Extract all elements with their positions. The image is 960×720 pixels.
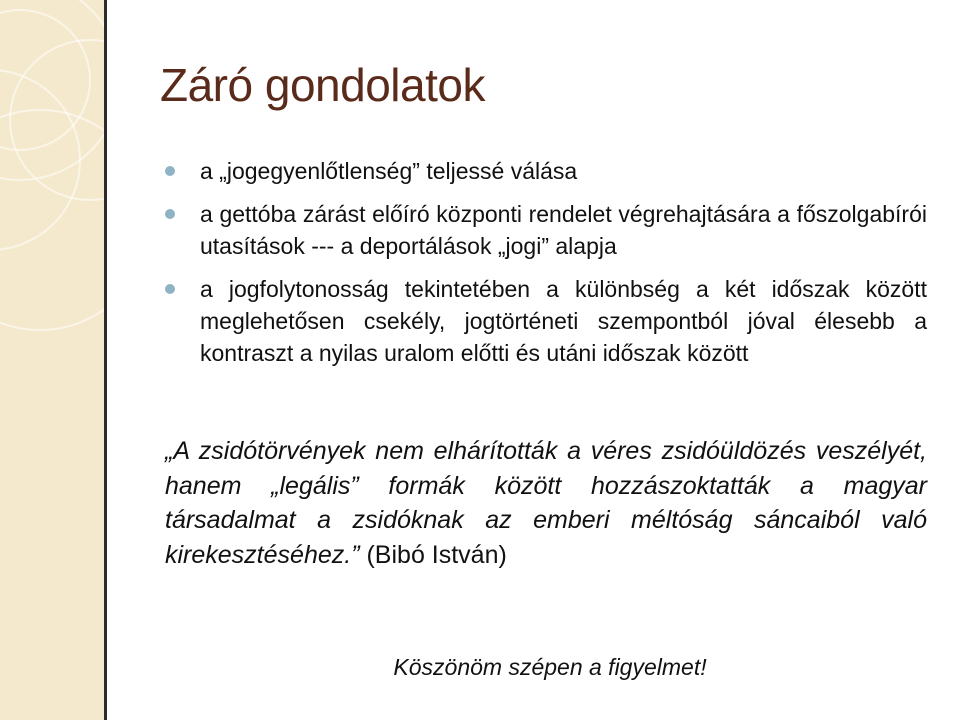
bullet-text: a „jogegyenlőtlenség” teljessé válása [200,158,578,184]
quote-block [165,434,927,572]
side-divider-line [104,0,107,720]
decorative-side-band [0,0,104,720]
quote-attribution: (Bibó István) [366,540,507,569]
bullet-text: a jogfolytonosság tekintetében a különbség a két időszak között meglehetősen csekély, jogtörténeti szempontból jóval élesebb a kontraszt a nyilas uralom előtti és utáni időszak között [200,276,927,366]
quote-text: „A zsidótörvények nem elhárították a véres zsidóüldözés veszélyét, hanem „legális” formák között hozzászoktatták a magyar társadalmat a zsidóknak az emberi méltóság sáncaiból való kirekesztéséhez.” [165,437,927,569]
bullet-dot-icon [165,209,175,219]
bullet-item [165,198,927,262]
bullet-list [165,155,927,380]
closing-text-wrapper [0,654,960,681]
bullet-dot-icon [165,166,175,176]
slide-title: Záró gondolatok [160,59,485,111]
closing-text: Köszönöm szépen a figyelmet! [393,654,707,680]
bullet-item [165,273,927,369]
bullet-text: a gettóba zárást előíró központi rendelet végrehajtására a főszolgabírói utasítások --- a deportálások „jogi” alapja [200,201,927,259]
decorative-swirl-pattern [0,0,104,720]
bullet-dot-icon [165,284,175,294]
bullet-item [165,155,927,187]
